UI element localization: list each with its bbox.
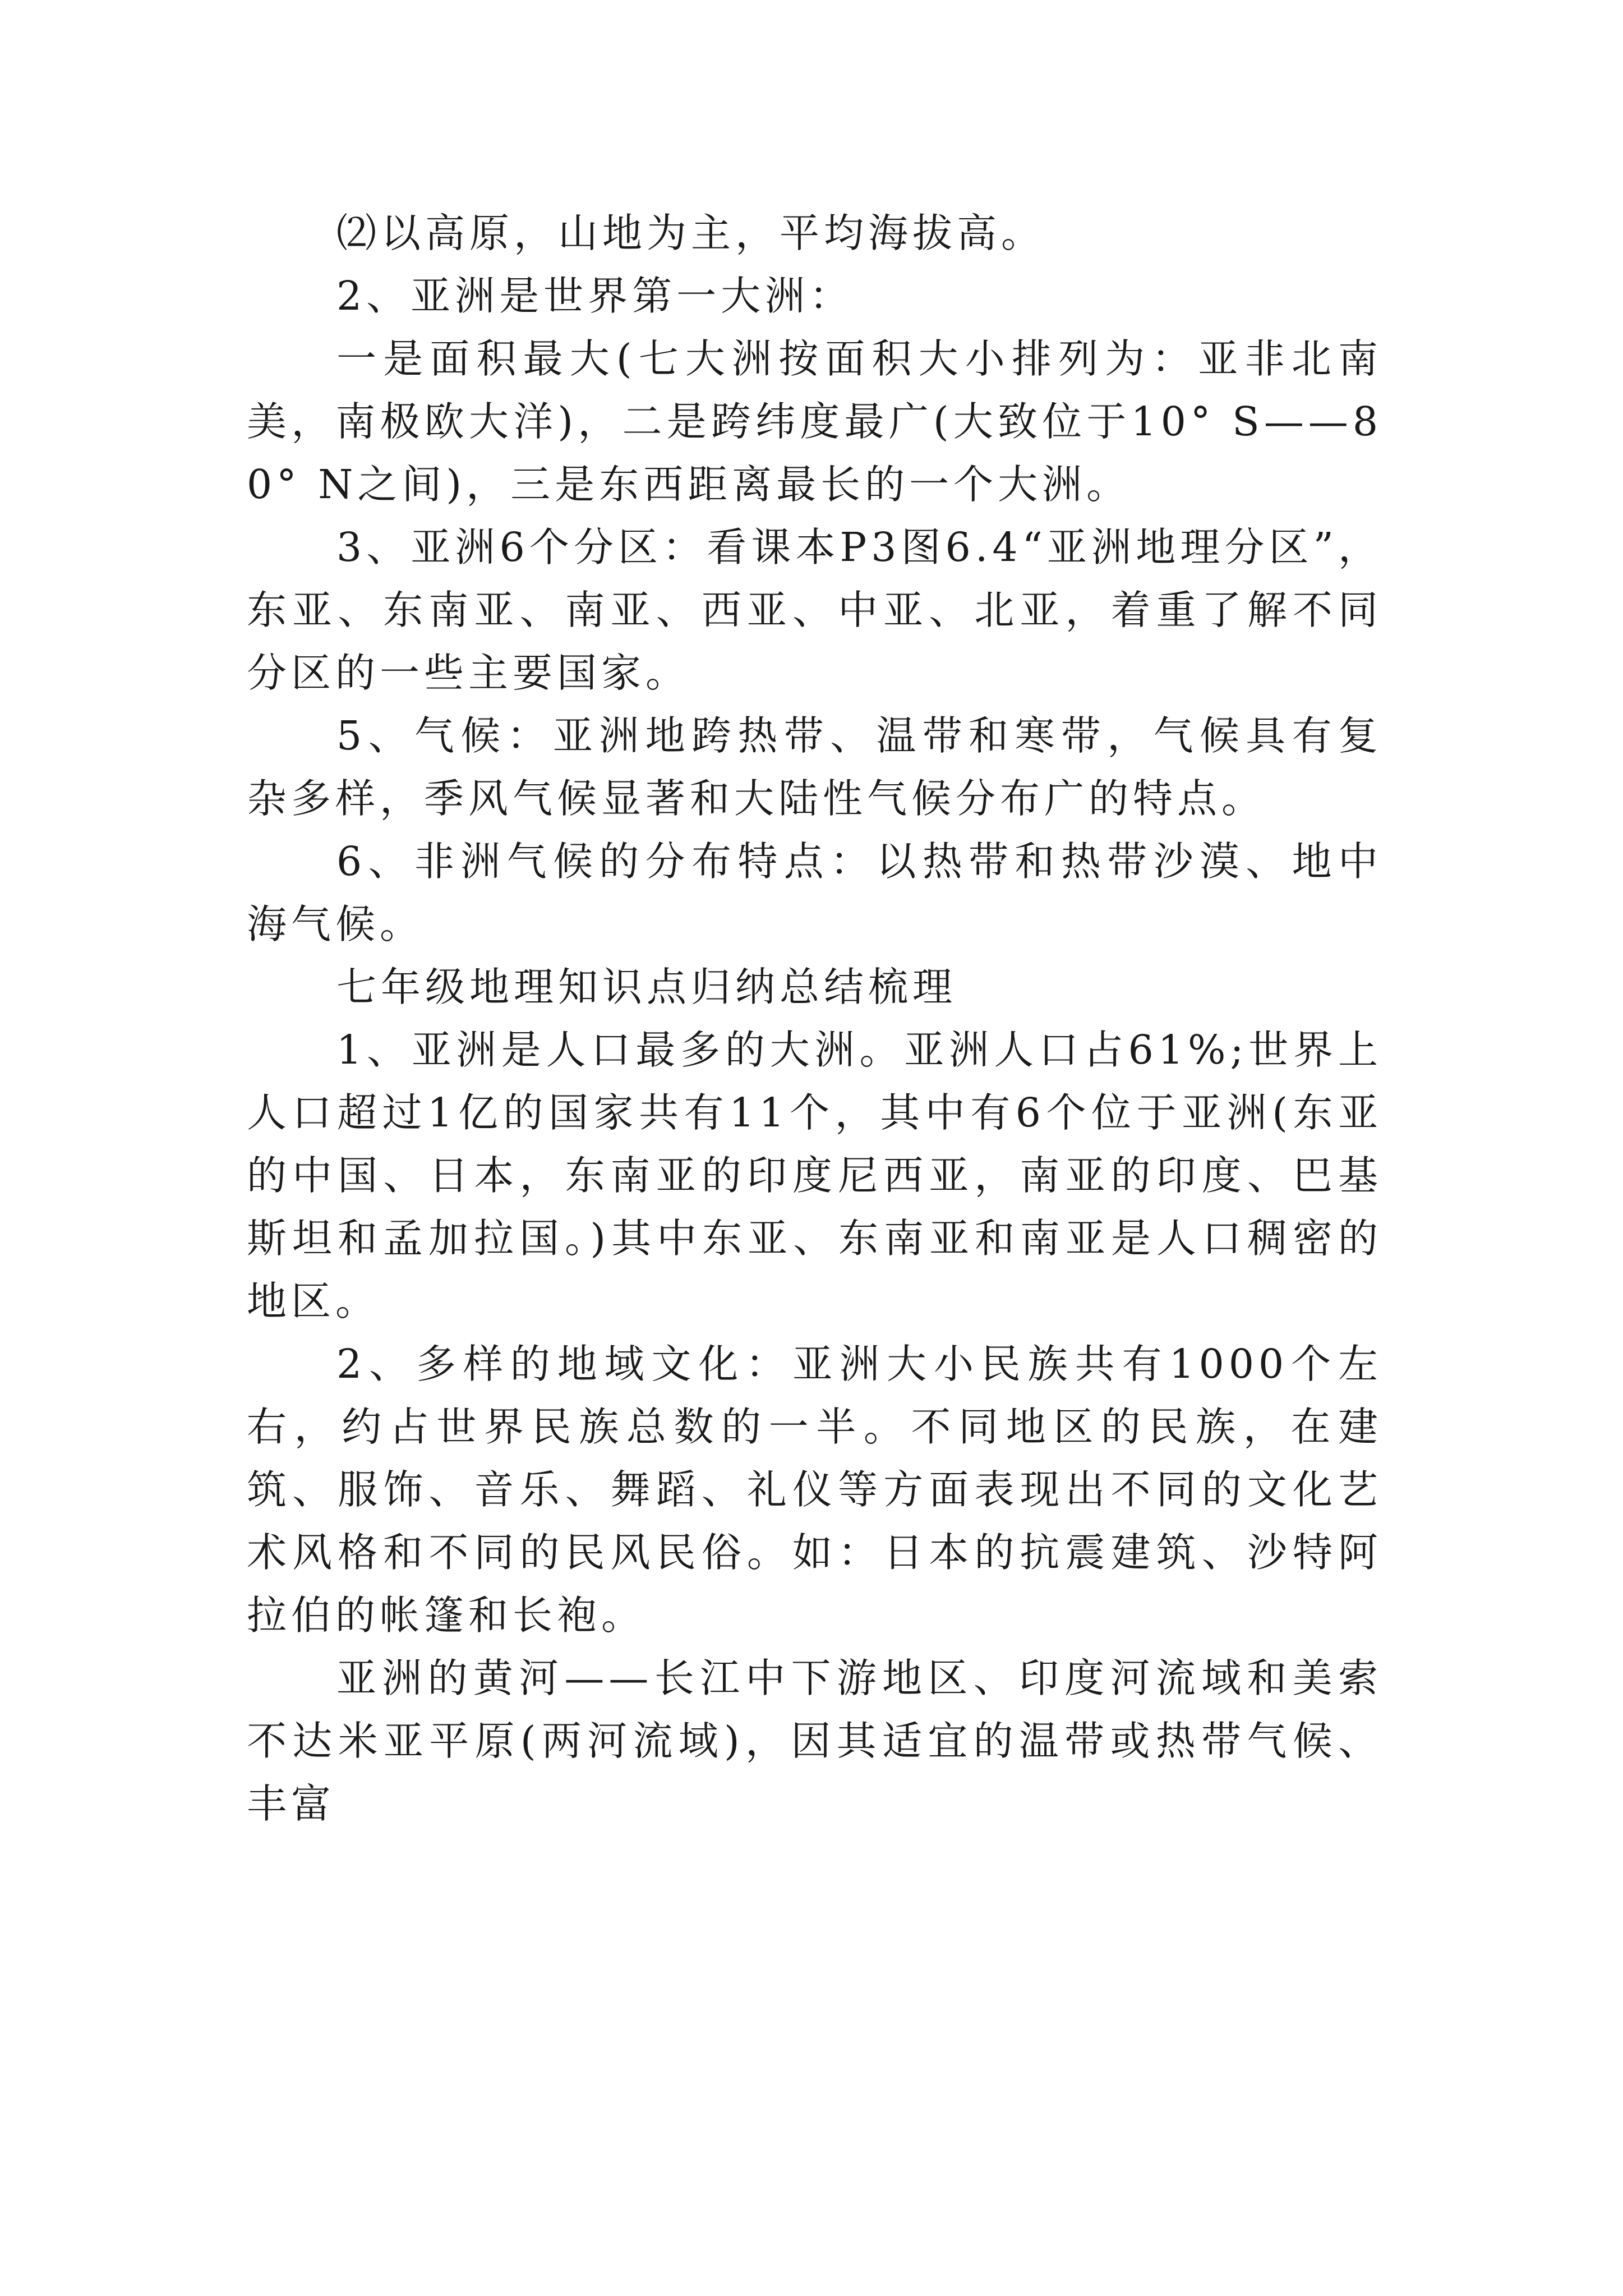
paragraph-culture: 2、多样的地域文化：亚洲大小民族共有1000个左右，约占世界民族总数的一半。不同地区的民族，在建筑、服饰、音乐、舞蹈、礼仪等方面表现出不同的文化艺术风格和不同的民风民俗。如：日本的抗震建筑、沙特阿拉伯的帐篷和长袍。: [247, 1341, 1382, 1639]
paragraph-terrain: ⑵以高原，山地为主，平均海拔高。: [336, 210, 1046, 256]
paragraph-regions: 3、亚洲6个分区：看课本P3图6.4“亚洲地理分区”，东亚、东南亚、南亚、西亚、中亚、北亚，着重了解不同分区的一些主要国家。: [247, 524, 1382, 696]
paragraph-continent-facts: 一是面积最大(七大洲按面积大小排列为：亚非北南美，南极欧大洋)，二是跨纬度最广(大致位于10° S——80° N之间)，三是东西距离最长的一个大洲。: [247, 335, 1382, 508]
document-body: [247, 202, 1382, 1835]
paragraph-climate: 5、气候：亚洲地跨热带、温带和寒带，气候具有复杂多样，季风气候显著和大陆性气候分布广的特点。: [247, 712, 1382, 822]
paragraph-africa-climate: 6、非洲气候的分布特点：以热带和热带沙漠、地中海气候。: [247, 838, 1382, 947]
paragraph-largest-continent: 2、亚洲是世界第一大洲：: [336, 273, 854, 319]
paragraph-rivers: 亚洲的黄河——长江中下游地区、印度河流域和美索不达米亚平原(两河流域)，因其适宜的温带或热带气候、丰富: [247, 1655, 1382, 1827]
section-heading: 七年级地理知识点归纳总结梳理: [336, 964, 957, 1010]
paragraph-population: 1、亚洲是人口最多的大洲。亚洲人口占61%;世界上人口超过1亿的国家共有11个，其中有6个位于亚洲(东亚的中国、日本，东南亚的印度尼西亚，南亚的印度、巴基斯坦和孟加拉国。)其中东亚、东南亚和南亚是人口稠密的地区。: [247, 1027, 1382, 1324]
